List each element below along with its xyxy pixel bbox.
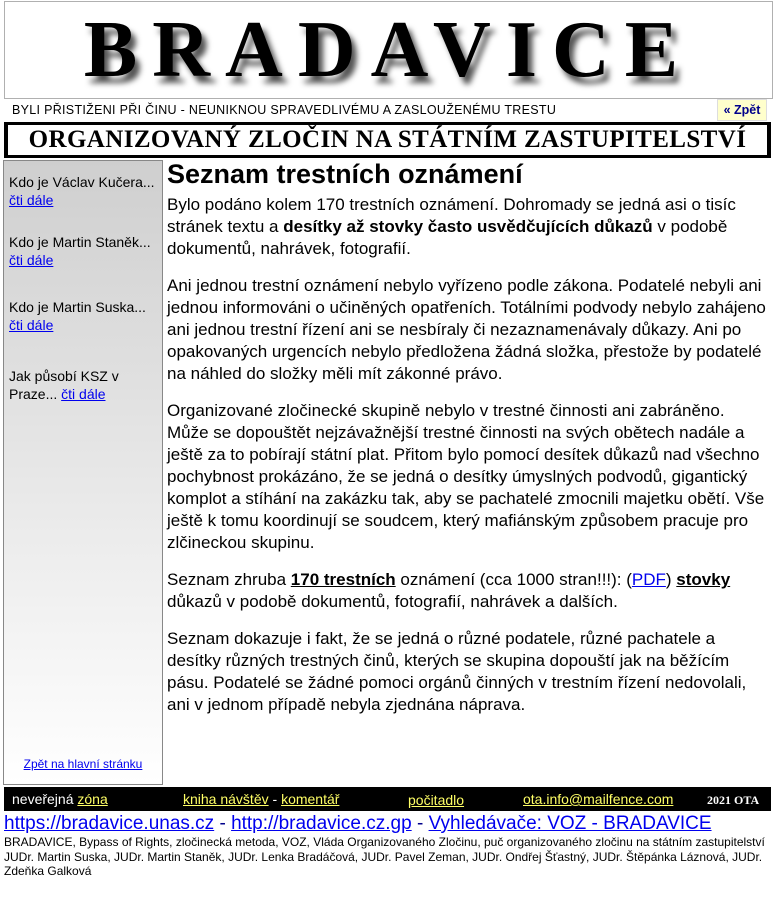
complaints-link[interactable]: 170 trestních: [290, 570, 396, 589]
email-link[interactable]: ota.info@mailfence.com: [523, 791, 674, 807]
keywords: [4, 835, 772, 879]
footer-bar: [4, 787, 771, 811]
footer-zone: neveřejná zóna: [12, 791, 108, 807]
keywords-line-2: JUDr. Martin Suska, JUDr. Martin Staněk, JUDr. Lenka Bradáčová, JUDr. Pavel Zeman, JUDr. Ondřej Šťastný, JUDr. Štěpánka Láznová, JUDr. Zdeňka Galková: [4, 849, 763, 878]
paragraph-organized-crime: Organizované zločinecké skupině nebylo v trestné činnosti ani zabráněno. Může se dopouštět nejzávažnější trestné činnosti na svých obětech nadále a ještě za to pobírají státní plat. Přitom bylo pomocí desítek důkazů nad všechno pochybnost prokázáno, že se jedná o desítky úmyslných podvodů, gigantický komplot a stíhání na zakázku tak, aby se pachatelé zmocnili majetku obětí. Vše ještě k tomu koordinují se soudcem, který mafiánským způsobem pracuje pro zlčineckou skupinu.: [167, 401, 765, 552]
read-more-link[interactable]: čti dále: [61, 386, 106, 402]
footer-year: 2021 OTA: [707, 793, 760, 807]
tagline: BYLI PŘISTIŽENI PŘI ČINU - NEUNIKNOU SPRAVEDLIVÉMU A ZASLOUŽENÉMU TRESTU: [12, 103, 557, 117]
read-more-link[interactable]: čti dále: [9, 192, 54, 208]
guestbook-link[interactable]: kniha návštěv: [183, 791, 269, 807]
page-title: Seznam trestních oznámení: [167, 159, 523, 189]
mirror-link-unas[interactable]: https://bradavice.unas.cz: [4, 813, 215, 834]
sidebar: [3, 160, 163, 785]
banner-title: ORGANIZOVANÝ ZLOČIN NA STÁTNÍM ZASTUPITELSTVÍ: [8, 125, 767, 155]
evidence-link[interactable]: stovky: [676, 570, 731, 589]
paragraph-unprocessed: Ani jednou trestní oznámení nebylo vyřízeno podle zákona. Podatelé nebyli ani jednou informováni o učiněných opatřeních. Totálními podvody nebylo zahájeno ani jednou trestní řízení ani se nesbíraly či nezaznamenávaly důkazy. Ani po opakovaných urgencích nebylo předložena žádná složka, přestože by podatelé na náhled do složky měli mít zákonné právo.: [167, 276, 766, 383]
sidebar-item-kucera: Kdo je Václav Kučera... čti dále: [9, 174, 155, 208]
tagline-bar: [4, 99, 771, 121]
pdf-link[interactable]: PDF: [631, 570, 666, 589]
paragraph-list: Seznam zhruba 170 trestních oznámení (cca 1000 stran!!!): (PDF) stovky důkazů v podobě dokumentů, fotografií, nahrávek a dalších.: [167, 570, 731, 611]
main-content: [167, 158, 770, 731]
zone-link[interactable]: zóna: [77, 791, 108, 807]
site-logo: BRADAVICE: [4, 1, 773, 99]
counter-link[interactable]: počitadlo: [408, 792, 465, 808]
mirror-links: https://bradavice.unas.cz - http://bradavice.cz.gp - Vyhledávače: VOZ - BRADAVICE: [4, 813, 712, 834]
search-engines-link[interactable]: Vyhledávače: VOZ - BRADAVICE: [428, 813, 712, 834]
sidebar-item-suska: Kdo je Martin Suska... čti dále: [9, 299, 146, 333]
paragraph-intro: Bylo podáno kolem 170 trestních oznámení. Dohromady se jedná asi o tisíc stránek textu a desítky až stovky často usvědčujících důkazů v podobě dokumentů, nahrávek, fotografií.: [167, 195, 736, 258]
comment-link[interactable]: komentář: [281, 791, 340, 807]
home-link[interactable]: Zpět na hlavní stránku: [23, 757, 143, 771]
read-more-link[interactable]: čti dále: [9, 317, 54, 333]
read-more-link[interactable]: čti dále: [9, 252, 54, 268]
sidebar-item-ksz: Jak působí KSZ v Praze... čti dále: [9, 368, 119, 402]
footer-guestbook: kniha návštěv - komentář: [183, 791, 340, 807]
banner: [4, 122, 771, 158]
sidebar-item-stanek: Kdo je Martin Staněk... čti dále: [9, 234, 151, 268]
mirror-link-gp[interactable]: http://bradavice.cz.gp: [231, 813, 412, 834]
keywords-line-1: BRADAVICE, Bypass of Rights, zločinecká metoda, VOZ, Vláda Organizovaného Zločinu, puč organizovaného zločinu na státním zastupitelství: [4, 835, 765, 849]
back-button[interactable]: « Zpět: [717, 99, 767, 121]
paragraph-proof: Seznam dokazuje i fakt, že se jedná o různé podatele, různé pachatele a desítky různých trestných činů, kterých se skupina dopouští jak na běžícím pásu. Podatelé se žádné pomoci orgánů činných v trestním řízení nedovolali, ani v jednom případě nebyla zjednána náprava.: [167, 629, 747, 714]
